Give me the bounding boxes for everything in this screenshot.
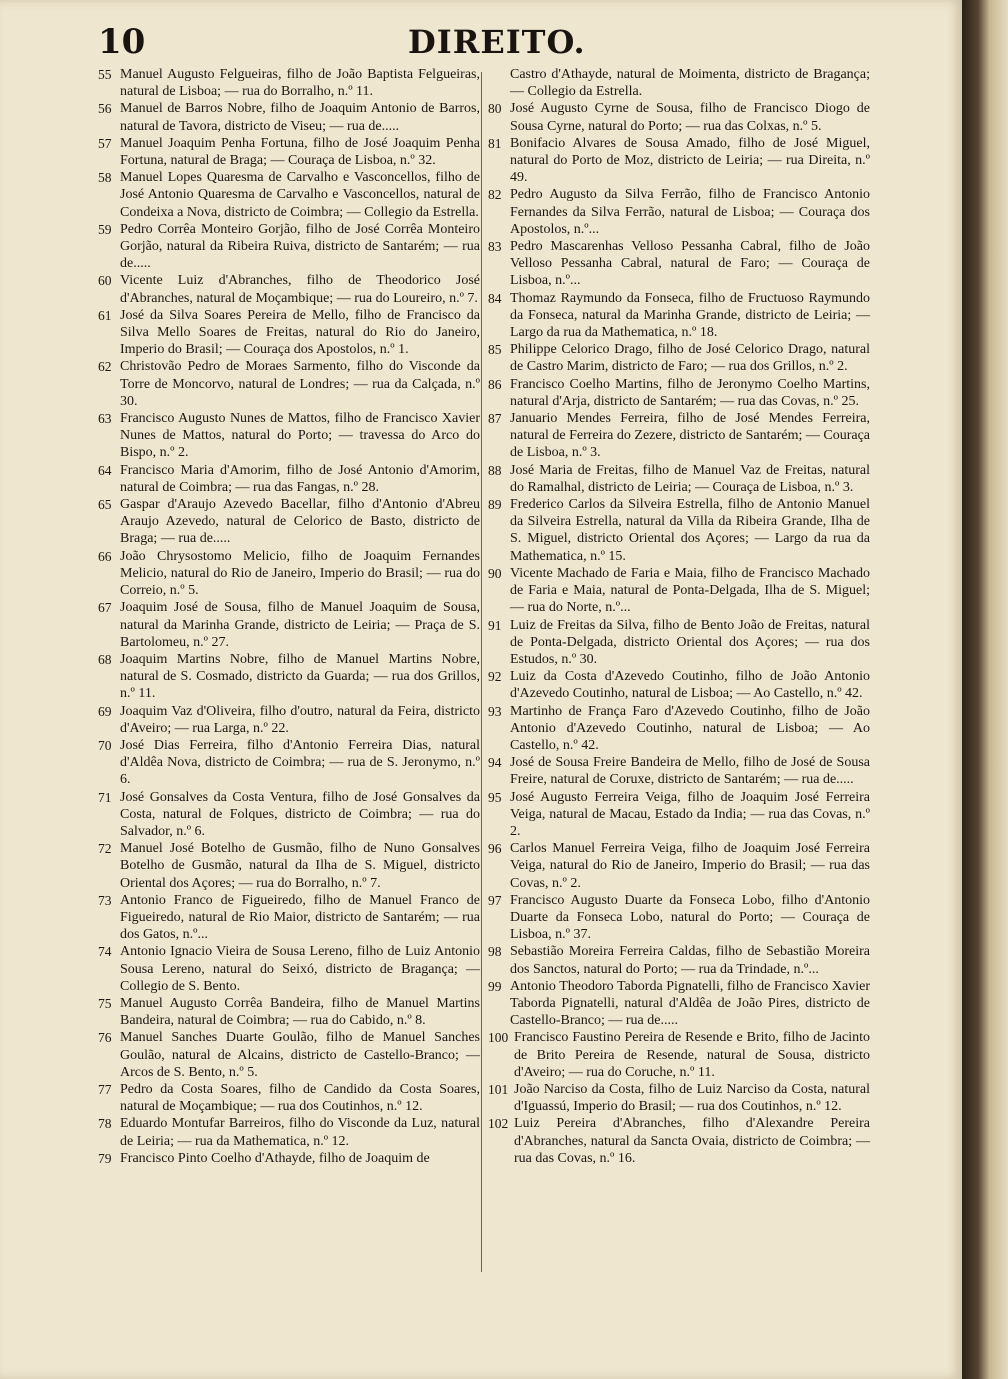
entry-number: 87 (488, 411, 502, 427)
entry-text: Manuel José Botelho de Gusmão, filho de Nuno Gonsalves Botelho de Gusmão, natural da Ilha de S. Miguel, districto Oriental dos Açores; — rua do Borralho, n.º 7. (120, 841, 480, 891)
list-item (98, 1150, 480, 1167)
entry-number: 70 (98, 737, 112, 753)
entry-number: 60 (98, 273, 112, 289)
entry-number: 86 (488, 376, 502, 392)
list-item (488, 341, 870, 375)
entry-number: 73 (98, 892, 112, 908)
entry-text: José Augusto Cyrne de Sousa, filho de Francisco Diogo de Sousa Cyrne, natural do Porto; — rua das Colxas, n.º 5. (510, 101, 870, 134)
entry-number: 93 (488, 703, 502, 719)
list-item (488, 840, 870, 892)
entry-number: 89 (488, 497, 502, 513)
list-item (98, 651, 480, 703)
entry-text: Christovão Pedro de Moraes Sarmento, filho do Visconde da Torre de Moncorvo, natural de Londres; — rua da Calçada, n.º 30. (120, 359, 480, 409)
entry-text: Antonio Theodoro Taborda Pignatelli, filho de Francisco Xavier Taborda Pignatelli, natural d'Aldêa de João Pires, districto de Castello-Branco; — rua de..... (510, 978, 870, 1029)
entry-text: João Chrysostomo Melicio, filho de Joaquim Fernandes Melicio, natural do Rio de Janeiro, Imperio do Brasil; — rua do Correio, n.º 5. (120, 548, 480, 599)
list-item (488, 892, 870, 944)
entry-text: João Narciso da Costa, filho de Luiz Narciso da Costa, natural d'Iguassú, Imperio do Brasil; — rua dos Coutinhos, n.º 12. (514, 1081, 870, 1115)
list-item (98, 496, 480, 548)
entry-number: 96 (488, 841, 502, 857)
entry-number: 57 (98, 135, 112, 151)
entry-number: 77 (98, 1081, 112, 1097)
list-item (98, 272, 480, 306)
list-item (488, 376, 870, 410)
entry-number: 100 (488, 1030, 509, 1046)
entry-number: 63 (98, 411, 112, 427)
entry-number: 78 (98, 1116, 112, 1132)
list-item (98, 1081, 480, 1115)
entry-text: Joaquim José de Sousa, filho de Manuel Joaquim de Sousa, natural da Marinha Grande, districto de Leiria; — Praça de S. Bartolomeu, n.º 27. (120, 600, 480, 650)
entry-text: Martinho de França Faro d'Azevedo Coutinho, filho de João Antonio d'Azevedo Coutinho, natural de Lisboa; — Ao Castello, n.º 42. (510, 703, 870, 753)
list-item (488, 290, 870, 342)
entry-text: Francisco Faustino Pereira de Resende e Brito, filho de Jacinto de Brito Pereira de Resende, natural de Sousa, districto d'Aveiro; — rua do Coruche, n.º 11. (514, 1030, 870, 1080)
list-item (98, 410, 480, 462)
list-item (98, 703, 480, 737)
entry-number: 95 (488, 789, 502, 805)
entry-text: Carlos Manuel Ferreira Veiga, filho de Joaquim José Ferreira Veiga, natural do Rio de Janeiro, Imperio do Brasil; — rua das Covas, n.º 2. (510, 841, 870, 891)
entry-text: José de Sousa Freire Bandeira de Mello, filho de José de Sousa Freire, natural de Coruxe, districto de Santarém; — rua de..... (510, 755, 870, 788)
entry-text: Frederico Carlos da Silveira Estrella, filho de Antonio Manuel da Silveira Estrella, natural da Villa da Ribeira Grande, Ilha de S. Miguel, districto Oriental dos Açores; — Largo da rua da Mathematica, n.º 15. (510, 497, 870, 564)
entry-text: Antonio Franco de Figueiredo, filho de Manuel Franco de Figueiredo, natural de Rio Maior, districto de Santarém; — rua dos Gatos, n.º... (120, 892, 480, 943)
entry-text: Manuel Augusto Felgueiras, filho de João Baptista Felgueiras, natural de Lisboa; — rua do Borralho, n.º 11. (120, 67, 480, 100)
list-item (98, 840, 480, 892)
entry-number: 92 (488, 669, 502, 685)
right-column (488, 66, 870, 1167)
entry-number: 94 (488, 755, 502, 771)
entry-number: 99 (488, 978, 502, 994)
entry-number: 82 (488, 187, 502, 203)
entry-text: Sebastião Moreira Ferreira Caldas, filho de Sebastião Moreira dos Sanctos, natural do Porto; — rua da Trindade, n.º... (510, 944, 870, 977)
entry-number: 90 (488, 565, 502, 581)
list-item (98, 1029, 480, 1081)
entry-text: Pedro Augusto da Silva Ferrão, filho de Francisco Antonio Fernandes da Silva Ferrão, natural de Lisboa; — Couraça dos Apostolos, n.º... (510, 187, 870, 237)
entry-text: Francisco Maria d'Amorim, filho de José Antonio d'Amorim, natural de Coimbra; — rua das Fangas, n.º 28. (120, 462, 480, 495)
entry-number: 85 (488, 342, 502, 358)
list-item (488, 100, 870, 134)
list-item (98, 221, 480, 273)
entry-number: 84 (488, 290, 502, 306)
entry-number: 61 (98, 307, 112, 323)
entry-text: Francisco Augusto Duarte da Fonseca Lobo, filho d'Antonio Duarte da Fonseca Lobo, natural do Porto; — Couraça de Lisboa, n.º 37. (510, 892, 870, 943)
entry-text: Philippe Celorico Drago, filho de José Celorico Drago, natural de Castro Marim, districto de Faro; — rua dos Grillos, n.º 2. (510, 342, 870, 375)
entry-text: Francisco Augusto Nunes de Mattos, filho de Francisco Xavier Nunes de Mattos, natural do Porto; — travessa do Arco do Bispo, n.º 2. (120, 411, 480, 461)
entry-text: Manuel de Barros Nobre, filho de Joaquim Antonio de Barros, natural de Tavora, districto de Viseu; — rua de..... (120, 101, 480, 134)
list-item (98, 789, 480, 841)
entry-text: Eduardo Montufar Barreiros, filho do Visconde da Luz, natural de Leiria; — rua da Mathematica, n.º 12. (120, 1116, 480, 1149)
list-item (488, 754, 870, 788)
list-item (488, 565, 870, 617)
entry-text: Joaquim Martins Nobre, filho de Manuel Martins Nobre, natural de S. Cosmado, districto da Guarda; — rua dos Grillos, n.º 11. (120, 651, 480, 702)
list-item (488, 135, 870, 187)
list-item (98, 462, 480, 496)
entry-number: 102 (488, 1116, 509, 1132)
entry-text: José da Silva Soares Pereira de Mello, filho de Francisco da Silva Mello Soares de Freitas, natural do Rio do Janeiro, Imperio do Brasil; — Couraça dos Apostolos, n.º 1. (120, 307, 480, 358)
list-item (488, 668, 870, 702)
list-item (98, 66, 480, 100)
entry-number: 58 (98, 170, 112, 186)
list-item (98, 100, 480, 134)
entry-text: Manuel Sanches Duarte Goulão, filho de Manuel Sanches Goulão, natural de Alcains, districto de Castello-Branco; — Arcos de S. Bento, n.º 5. (120, 1030, 480, 1080)
list-item (98, 995, 480, 1029)
entry-number: 76 (98, 1030, 112, 1046)
entry-text: Bonifacio Alvares de Sousa Amado, filho de José Miguel, natural do Porto de Moz, districto de Leiria; — rua Direita, n.º 49. (510, 135, 870, 186)
entry-text: Francisco Coelho Martins, filho de Jeronymo Coelho Martins, natural d'Arja, districto de Santarém; — rua das Covas, n.º 25. (510, 376, 870, 409)
entry-text: Luiz de Freitas da Silva, filho de Bento João de Freitas, natural de Ponta-Delgada, districto Oriental dos Açores; — rua dos Estudos, n.º 30. (510, 617, 870, 667)
list-item (488, 186, 870, 238)
entry-number: 55 (98, 67, 112, 82)
list-item (98, 737, 480, 789)
entry-text: Luiz da Costa d'Azevedo Coutinho, filho de João Antonio d'Azevedo Coutinho, natural de Lisboa; — Ao Castello, n.º 42. (510, 669, 870, 702)
entry-number: 79 (98, 1150, 112, 1166)
list-item (98, 548, 480, 600)
list-item (488, 703, 870, 755)
entry-number: 101 (488, 1081, 509, 1097)
list-item (98, 599, 480, 651)
entry-number: 62 (98, 359, 112, 375)
entry-number: 68 (98, 651, 112, 667)
book-spine (962, 0, 1008, 1379)
entry-number: 65 (98, 497, 112, 513)
entry-number: 56 (98, 101, 112, 117)
list-item (98, 892, 480, 944)
continued-entry-text: Castro d'Athayde, natural de Moimenta, districto de Bragança; — Collegio da Estrella. (510, 67, 870, 100)
list-item (488, 789, 870, 841)
list-item (98, 169, 480, 221)
list-item (488, 238, 870, 290)
entry-number: 66 (98, 548, 112, 564)
entry-number: 97 (488, 892, 502, 908)
list-item (488, 978, 870, 1030)
entry-text: José Maria de Freitas, filho de Manuel Vaz de Freitas, natural do Ramalhal, districto de Leiria; — Couraça de Lisboa, n.º 3. (510, 462, 870, 495)
list-item (488, 1029, 870, 1081)
list-item (488, 1115, 870, 1167)
entry-number: 98 (488, 944, 502, 960)
entry-text: Manuel Joaquim Penha Fortuna, filho de José Joaquim Penha Fortuna, natural de Braga; — Couraça de Lisboa, n.º 32. (120, 135, 480, 169)
entry-text: José Augusto Ferreira Veiga, filho de Joaquim José Ferreira Veiga, natural de Macau, Estado da India; — rua das Covas, n.º 2. (510, 789, 870, 839)
entry-number: 71 (98, 789, 112, 805)
list-item (488, 1081, 870, 1115)
entry-number: 81 (488, 135, 502, 151)
entry-text: Januario Mendes Ferreira, filho de José Mendes Ferreira, natural de Ferreira do Zezere, districto de Santarém; — Couraça de Lisboa, n.º 3. (510, 411, 870, 461)
entry-text: Thomaz Raymundo da Fonseca, filho de Fructuoso Raymundo da Fonseca, natural da Marinha Grande, districto de Leiria; — Largo da rua da Mathematica, n.º 18. (510, 290, 870, 341)
list-item (98, 135, 480, 169)
list-item (98, 358, 480, 410)
entry-number: 80 (488, 101, 502, 117)
entry-text: Antonio Ignacio Vieira de Sousa Lereno, filho de Luiz Antonio Sousa Lereno, natural do Seixó, districto de Bragança; — Collegio de S. Bento. (120, 944, 480, 994)
entry-text: Vicente Luiz d'Abranches, filho de Theodorico José d'Abranches, natural de Moçambique; — rua do Loureiro, n.º 7. (120, 273, 480, 306)
entry-text: Vicente Machado de Faria e Maia, filho de Francisco Machado de Faria e Maia, natural de Ponta-Delgada, Ilha de S. Miguel; — rua do Norte, n.º... (510, 565, 870, 616)
entry-text: Luiz Pereira d'Abranches, filho d'Alexandre Pereira d'Abranches, natural da Sancta Ovaia, districto de Coimbra; — rua das Covas, n.º 16. (514, 1116, 870, 1166)
entry-number: 88 (488, 462, 502, 478)
column-divider (481, 72, 482, 1272)
entry-text: Joaquim Vaz d'Oliveira, filho d'outro, natural da Feira, districto d'Aveiro; — rua Larga, n.º 22. (120, 703, 480, 736)
entry-text: Pedro Corrêa Monteiro Gorjão, filho de José Corrêa Monteiro Gorjão, natural da Ribeira Ruiva, districto de Santarém; — rua de..... (120, 221, 480, 272)
list-item (488, 410, 870, 462)
list-item (98, 1115, 480, 1149)
entry-number: 74 (98, 944, 112, 960)
running-title: DIREITO. (408, 23, 586, 61)
entry-number: 83 (488, 239, 502, 255)
page-number: 10 (98, 22, 146, 62)
entry-number: 67 (98, 600, 112, 616)
entry-text: Pedro Mascarenhas Velloso Pessanha Cabral, filho de João Velloso Pessanha Cabral, natural de Faro; — Couraça de Lisboa, n.º... (510, 239, 870, 289)
entry-number: 91 (488, 617, 502, 633)
entry-number: 64 (98, 462, 112, 478)
left-column (98, 66, 480, 1167)
entry-text: José Dias Ferreira, filho d'Antonio Ferreira Dias, natural d'Aldêa Nova, districto de Coimbra; — rua de S. Jeronymo, n.º 6. (120, 737, 480, 788)
page-header (98, 22, 878, 62)
entry-text: Gaspar d'Araujo Azevedo Bacellar, filho d'Antonio d'Abreu Araujo Azevedo, natural de Celorico de Basto, districto de Braga; — rua de..... (120, 497, 480, 547)
entry-number: 69 (98, 703, 112, 719)
entry-number: 59 (98, 221, 112, 237)
entry-text: Manuel Augusto Corrêa Bandeira, filho de Manuel Martins Bandeira, natural de Coimbra; — rua do Cabido, n.º 8. (120, 995, 480, 1029)
entry-text: Francisco Pinto Coelho d'Athayde, filho de Joaquim de (120, 1150, 430, 1166)
list-item (98, 943, 480, 995)
list-item (488, 943, 870, 977)
entry-text: Manuel Lopes Quaresma de Carvalho e Vasconcellos, filho de José Antonio Quaresma de Carvalho e Vasconcellos, natural de Condeixa a Nova, districto de Coimbra; — Collegio da Estrella. (120, 170, 480, 220)
list-item (488, 462, 870, 496)
entry-text: José Gonsalves da Costa Ventura, filho de José Gonsalves da Costa, natural de Folques, districto de Coimbra; — rua do Salvador, n.º 6. (120, 789, 480, 839)
entry-number: 75 (98, 995, 112, 1011)
list-item (488, 496, 870, 565)
list-item (488, 617, 870, 669)
list-item (98, 307, 480, 359)
entry-text: Pedro da Costa Soares, filho de Candido da Costa Soares, natural de Moçambique; — rua dos Coutinhos, n.º 12. (120, 1081, 480, 1115)
entry-number: 72 (98, 841, 112, 857)
